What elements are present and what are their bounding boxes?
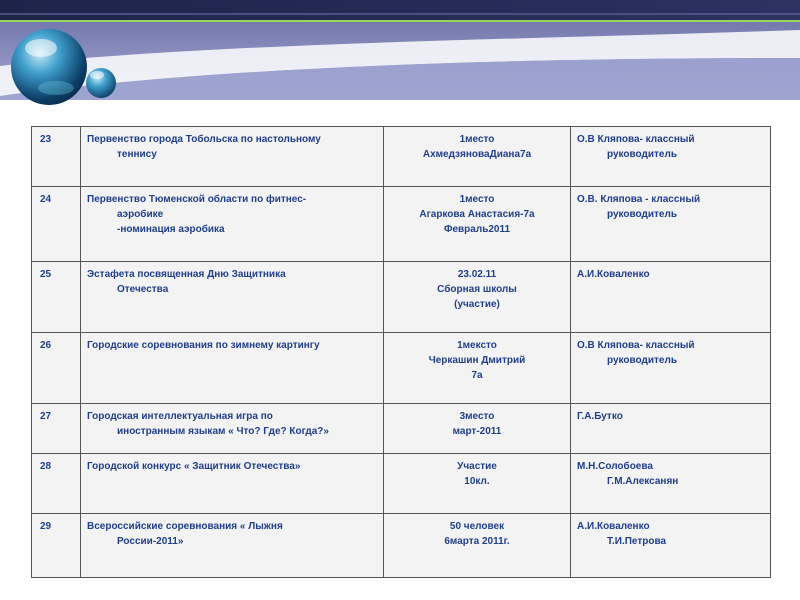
table-row [32,127,771,187]
event-cell: Городские соревнования по зимнему картингу [81,333,384,404]
result-cell: Участие 10кл. [384,454,571,514]
events-table-container [31,126,770,578]
events-table [31,126,771,578]
responsible-cell: А.И.Коваленко [571,262,771,333]
slide-banner [0,0,800,120]
table-row [32,514,771,578]
result-cell: 1место Агаркова Анастасия-7а Февраль2011 [384,187,571,262]
result-cell: 3место март-2011 [384,404,571,454]
event-cell: Первенство города Тобольска по настольному теннису [81,127,384,187]
event-cell: Эстафета посвященная Дню Защитника Отечества [81,262,384,333]
responsible-cell: А.И.Коваленко Т.И.Петрова [571,514,771,578]
row-number-cell: 25 [32,262,81,333]
result-cell: 1мексто Черкашин Дмитрий 7а [384,333,571,404]
responsible-cell: М.Н.Солобоева Г.М.Алексанян [571,454,771,514]
large-glass-sphere-icon [8,26,90,108]
event-cell: Первенство Тюменской области по фитнес- аэробике -номинация аэробика [81,187,384,262]
responsible-cell: О.В Кляпова- классный руководитель [571,333,771,404]
row-number-cell: 29 [32,514,81,578]
banner-background [0,0,800,120]
banner-accent-line [0,20,800,22]
table-row [32,187,771,262]
result-cell: 50 человек 6марта 2011г. [384,514,571,578]
responsible-cell: Г.А.Бутко [571,404,771,454]
small-glass-sphere-icon [84,66,118,100]
row-number-cell: 28 [32,454,81,514]
row-number-cell: 23 [32,127,81,187]
result-cell: 1место АхмедзяноваДиана7а [384,127,571,187]
result-cell: 23.02.11 Сборная школы (участие) [384,262,571,333]
row-number-cell: 26 [32,333,81,404]
table-row [32,262,771,333]
event-cell: Городской конкурс « Защитник Отечества» [81,454,384,514]
table-row [32,404,771,454]
banner-top-strip [0,0,800,20]
table-row [32,333,771,404]
row-number-cell: 27 [32,404,81,454]
responsible-cell: О.В. Кляпова - классный руководитель [571,187,771,262]
responsible-cell: О.В Кляпова- классный руководитель [571,127,771,187]
table-row [32,454,771,514]
event-cell: Городская интеллектуальная игра по иностранным языкам « Что? Где? Когда?» [81,404,384,454]
row-number-cell: 24 [32,187,81,262]
event-cell: Всероссийские соревнования « Лыжня России-2011» [81,514,384,578]
